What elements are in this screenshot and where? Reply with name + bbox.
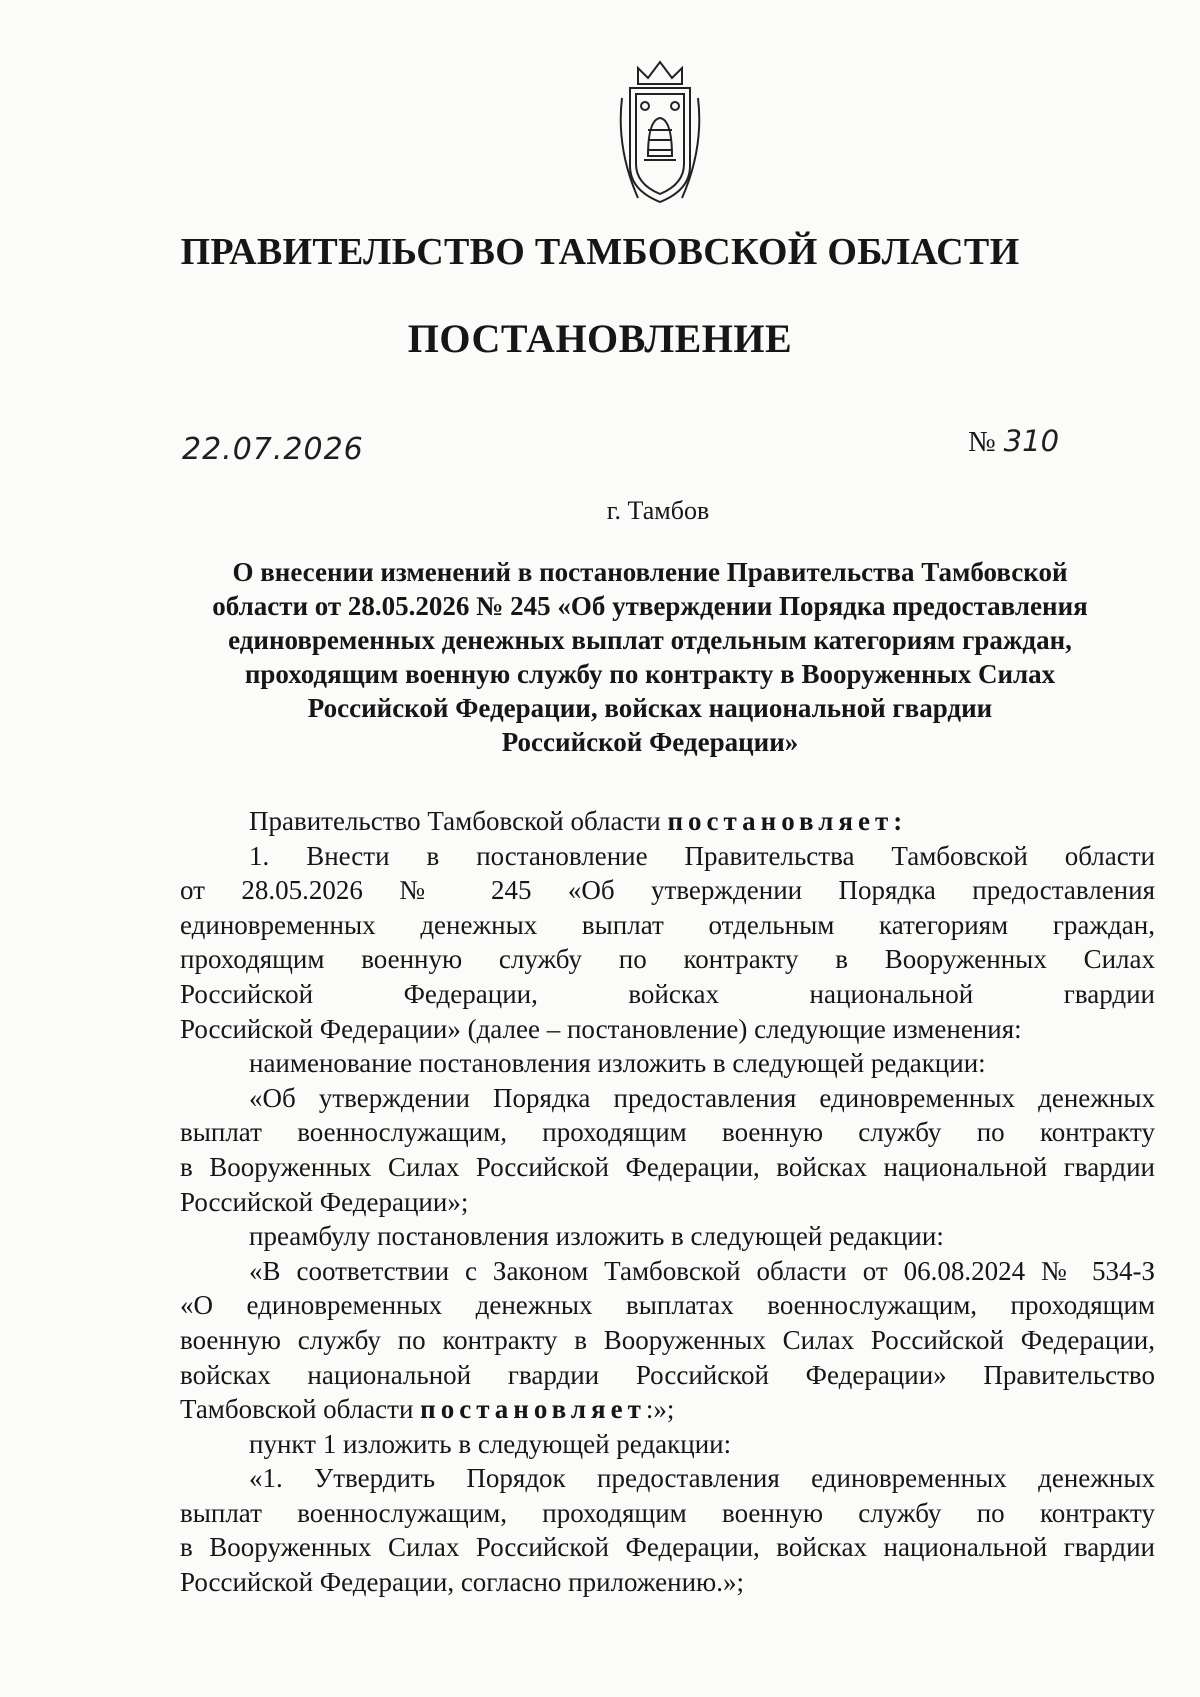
body-line: войсках национальной гвардии Российской Федерации» Правительство [180,1359,1155,1390]
organization-title: ПРАВИТЕЛЬСТВО ТАМБОВСКОЙ ОБЛАСТИ [180,231,1020,273]
subject-line: О внесении изменений в постановление Правительства Тамбовской [232,557,1068,587]
body-line: «1. Утвердить Порядок предоставления единовременных денежных [249,1463,1155,1494]
body-line: в Вооруженных Силах Российской Федерации, войсках национальной гвардии [180,1532,1155,1563]
body-line: «В соответствии с Законом Тамбовской области от 06.08.2024 № 534-З [249,1255,1155,1286]
document-number [968,424,1059,470]
subject-line: Российской Федерации, войсках национальной гвардии [307,693,993,723]
body-line: в Вооруженных Силах Российской Федерации, войсках национальной гвардии [180,1151,1155,1182]
document-type-title: ПОСТАНОВЛЕНИЕ [407,316,793,361]
body-line: Российской Федерации, войсках национальной гвардии [180,978,1155,1009]
intro-line [180,804,1155,839]
body-line: Российской Федерации»; [180,1186,469,1217]
coat-of-arms-emblem [608,58,712,208]
subject-line: Российской Федерации» [501,727,799,757]
preamble-end-line [180,1392,1155,1427]
number-value: 310 [1003,424,1060,458]
body-line: от 28.05.2026 № 245 «Об утверждении Порядка предоставления [180,875,1155,906]
body-line: выплат военнослужащим, проходящим военную службу по контракту [180,1497,1155,1528]
document-date: 22.07.2026 [182,432,364,467]
preamble-end-tail: :»; [645,1394,675,1425]
body-line: выплат военнослужащим, проходящим военную службу по контракту [180,1117,1155,1148]
body-line: военную службу по контракту в Вооруженных Силах Российской Федерации, [180,1324,1155,1355]
city-line: г. Тамбов [606,496,710,525]
document-subject [180,555,1120,759]
body-line: проходящим военную службу по контракту в Вооруженных Силах [180,944,1155,975]
preamble-end-keyword: постановляет [420,1394,646,1425]
intro-keyword: постановляет: [667,806,908,836]
body-line: «Об утверждении Порядка предоставления единовременных денежных [249,1082,1155,1113]
body-line: 1. Внести в постановление Правительства Тамбовской области [249,840,1155,871]
body-line: наименование постановления изложить в следующей редакции: [249,1048,986,1079]
body-line: пункт 1 изложить в следующей редакции: [249,1428,732,1459]
subject-line: проходящим военную службу по контракту в Вооруженных Силах [244,659,1056,689]
subject-line: единовременных денежных выплат отдельным категориям граждан, [228,625,1072,655]
body-line: преамбулу постановления изложить в следующей редакции: [249,1221,944,1252]
subject-line: области от 28.05.2026 № 245 «Об утверждении Порядка предоставления [212,591,1088,621]
intro-text: Правительство Тамбовской области [249,806,668,836]
number-sign: № [968,426,996,458]
body-line: «О единовременных денежных выплатах военнослужащим, проходящим [180,1290,1155,1321]
body-line: единовременных денежных выплат отдельным категориям граждан, [180,909,1155,940]
body-line: Российской Федерации, согласно приложению.»; [180,1567,744,1598]
preamble-end-text: Тамбовской области [180,1394,421,1425]
document-body [180,804,1155,1600]
body-line: Российской Федерации» (далее – постановление) следующие изменения: [180,1013,1022,1044]
